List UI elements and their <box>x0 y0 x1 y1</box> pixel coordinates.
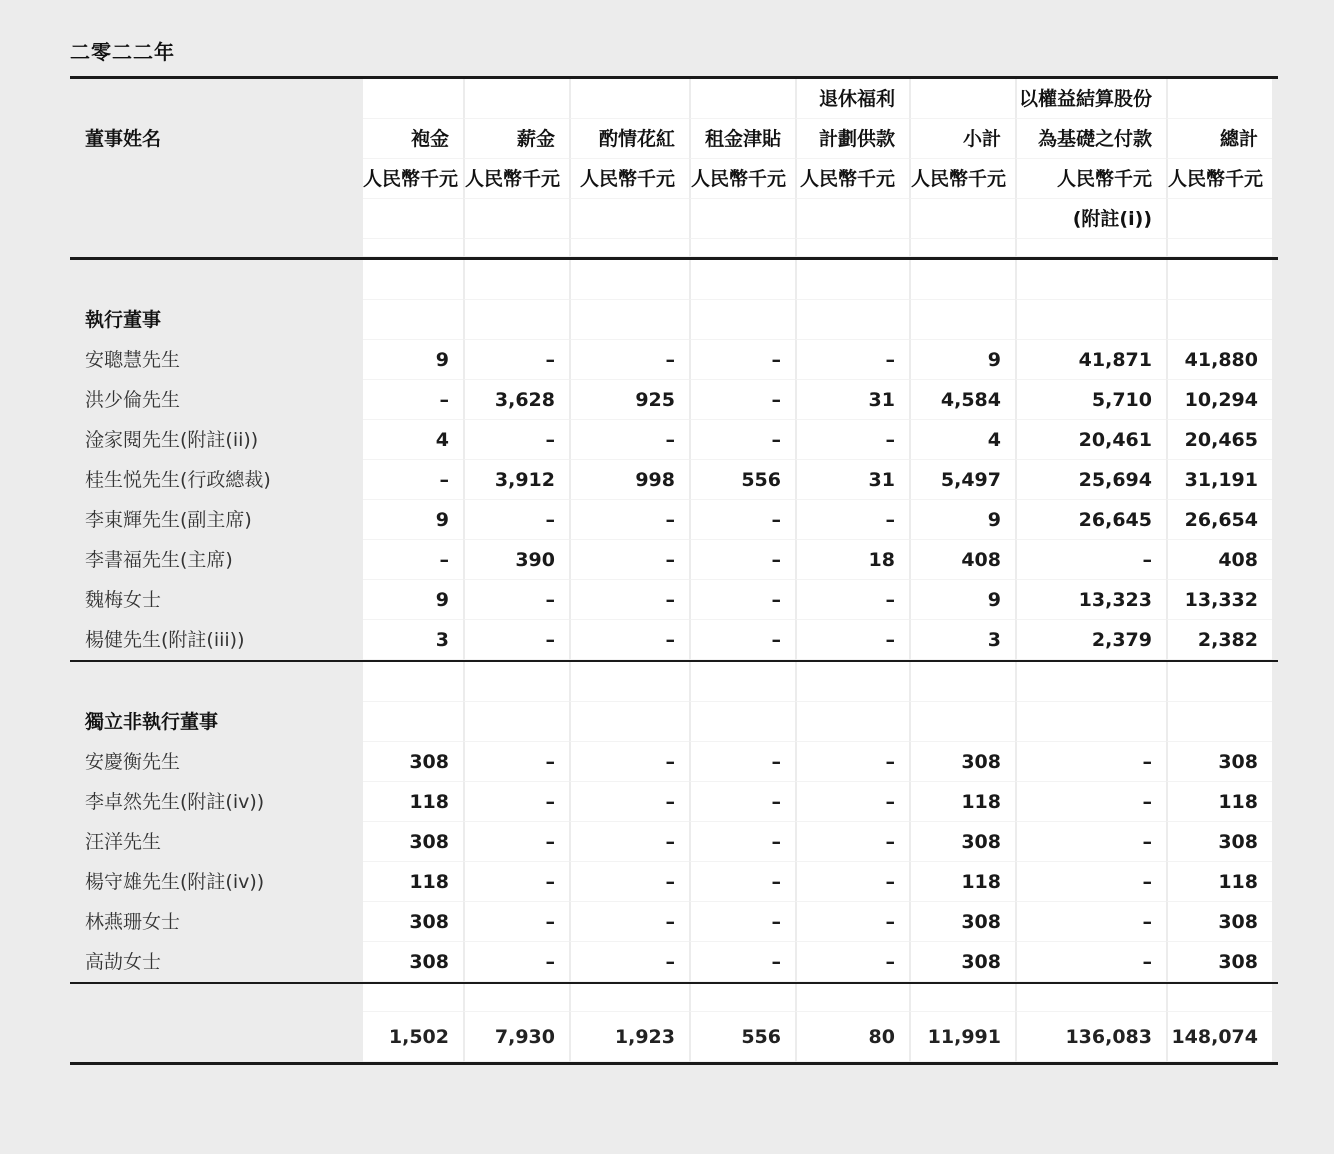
value-cell: – <box>363 380 463 420</box>
directors-emoluments-table <box>70 76 1278 1065</box>
value-cell: – <box>795 742 909 782</box>
section-heading-row <box>70 300 1278 340</box>
value-cell: 118 <box>363 782 463 822</box>
total-cell: 1,923 <box>569 1012 689 1062</box>
value-cell: 308 <box>1166 822 1272 862</box>
value-cell: 408 <box>1166 540 1272 580</box>
value-cell: – <box>463 862 569 902</box>
director-name: 李東輝先生(副主席) <box>70 500 363 540</box>
director-name: 楊守雄先生(附註(iv)) <box>70 862 363 902</box>
header-bottom-pad <box>70 239 1278 257</box>
value-cell: – <box>689 340 795 380</box>
value-cell: 390 <box>463 540 569 580</box>
value-cell: 9 <box>363 340 463 380</box>
header-cell <box>569 79 689 119</box>
total-cell: 136,083 <box>1015 1012 1166 1062</box>
table-row <box>70 420 1278 460</box>
value-cell: 4,584 <box>909 380 1015 420</box>
value-cell: 4 <box>909 420 1015 460</box>
table-row <box>70 580 1278 620</box>
director-name: 安慶衡先生 <box>70 742 363 782</box>
director-name: 洪少倫先生 <box>70 380 363 420</box>
value-cell: – <box>795 782 909 822</box>
section-spacer <box>70 662 1278 702</box>
value-cell: – <box>569 822 689 862</box>
value-cell: – <box>689 782 795 822</box>
section-title-executive: 執行董事 <box>70 300 363 340</box>
value-cell: – <box>689 620 795 660</box>
director-name: 李卓然先生(附註(iv)) <box>70 782 363 822</box>
value-cell: 13,332 <box>1166 580 1272 620</box>
value-cell: – <box>569 420 689 460</box>
totals-row <box>70 1012 1278 1062</box>
value-cell: 118 <box>909 782 1015 822</box>
header-row-2 <box>70 119 1278 159</box>
value-cell: 308 <box>1166 942 1272 982</box>
director-name: 魏梅女士 <box>70 580 363 620</box>
header-cell <box>363 79 463 119</box>
value-cell: 3,628 <box>463 380 569 420</box>
director-name: 林燕珊女士 <box>70 902 363 942</box>
section-title-independent: 獨立非執行董事 <box>70 702 363 742</box>
value-cell: – <box>795 580 909 620</box>
value-cell: 2,382 <box>1166 620 1272 660</box>
value-cell: 13,323 <box>1015 580 1166 620</box>
value-cell: 4 <box>363 420 463 460</box>
director-name: 楊健先生(附註(iii)) <box>70 620 363 660</box>
value-cell: 9 <box>363 580 463 620</box>
value-cell: 308 <box>363 902 463 942</box>
header-note: (附註(i)) <box>1015 199 1166 239</box>
header-note <box>795 199 909 239</box>
value-cell: – <box>689 862 795 902</box>
value-cell: 9 <box>909 340 1015 380</box>
header-unit: 人民幣千元 <box>795 159 909 199</box>
table-row <box>70 902 1278 942</box>
value-cell: 3,912 <box>463 460 569 500</box>
value-cell: – <box>463 340 569 380</box>
header-cell: 為基礎之付款 <box>1015 119 1166 159</box>
value-cell: – <box>463 742 569 782</box>
director-name: 淦家閱先生(附註(ii)) <box>70 420 363 460</box>
header-unit: 人民幣千元 <box>463 159 569 199</box>
value-cell: – <box>569 540 689 580</box>
value-cell: – <box>1015 822 1166 862</box>
director-name: 安聰慧先生 <box>70 340 363 380</box>
director-name: 汪洋先生 <box>70 822 363 862</box>
executive-directors-rows <box>70 340 1278 660</box>
header-note <box>363 199 463 239</box>
value-cell: – <box>569 580 689 620</box>
value-cell: 31 <box>795 460 909 500</box>
value-cell: 308 <box>909 742 1015 782</box>
value-cell: – <box>1015 540 1166 580</box>
value-cell: – <box>569 620 689 660</box>
value-cell: 118 <box>1166 782 1272 822</box>
value-cell: – <box>689 500 795 540</box>
value-cell: 20,465 <box>1166 420 1272 460</box>
section-heading-row <box>70 702 1278 742</box>
value-cell: – <box>569 902 689 942</box>
value-cell: – <box>689 580 795 620</box>
header-note <box>463 199 569 239</box>
value-cell: 20,461 <box>1015 420 1166 460</box>
value-cell: 10,294 <box>1166 380 1272 420</box>
header-cell: 計劃供款 <box>795 119 909 159</box>
header-cell: 酌情花紅 <box>569 119 689 159</box>
header-name-spacer <box>70 79 363 119</box>
table-row <box>70 822 1278 862</box>
value-cell: – <box>463 580 569 620</box>
header-cell: 租金津貼 <box>689 119 795 159</box>
header-cell: 小計 <box>909 119 1015 159</box>
header-name-spacer <box>70 199 363 239</box>
value-cell: 9 <box>909 500 1015 540</box>
value-cell: – <box>569 340 689 380</box>
value-cell: – <box>795 902 909 942</box>
value-cell: – <box>1015 782 1166 822</box>
table-row <box>70 782 1278 822</box>
header-row-3 <box>70 159 1278 199</box>
total-cell: 11,991 <box>909 1012 1015 1062</box>
table-year-title: 二零二二年 <box>70 40 175 64</box>
header-director-name: 董事姓名 <box>70 119 363 159</box>
value-cell: 556 <box>689 460 795 500</box>
header-cell <box>1166 79 1272 119</box>
value-cell: 308 <box>363 742 463 782</box>
header-unit: 人民幣千元 <box>1166 159 1272 199</box>
value-cell: 308 <box>1166 742 1272 782</box>
value-cell: 925 <box>569 380 689 420</box>
value-cell: – <box>689 742 795 782</box>
value-cell: 118 <box>363 862 463 902</box>
header-cell <box>689 79 795 119</box>
value-cell: – <box>363 460 463 500</box>
value-cell: 3 <box>363 620 463 660</box>
value-cell: – <box>463 620 569 660</box>
table-row <box>70 540 1278 580</box>
header-note <box>689 199 795 239</box>
header-note <box>569 199 689 239</box>
value-cell: – <box>795 862 909 902</box>
value-cell: 9 <box>363 500 463 540</box>
value-cell: – <box>1015 862 1166 902</box>
value-cell: – <box>463 942 569 982</box>
total-cell: 556 <box>689 1012 795 1062</box>
value-cell: – <box>569 500 689 540</box>
value-cell: – <box>463 782 569 822</box>
header-unit: 人民幣千元 <box>909 159 1015 199</box>
value-cell: 308 <box>909 822 1015 862</box>
totals-spacer <box>70 984 1278 1012</box>
value-cell: – <box>463 902 569 942</box>
value-cell: – <box>569 942 689 982</box>
table-row <box>70 500 1278 540</box>
total-cell: 148,074 <box>1166 1012 1272 1062</box>
value-cell: – <box>689 380 795 420</box>
value-cell: 26,645 <box>1015 500 1166 540</box>
header-unit: 人民幣千元 <box>363 159 463 199</box>
value-cell: 2,379 <box>1015 620 1166 660</box>
value-cell: 41,871 <box>1015 340 1166 380</box>
header-unit: 人民幣千元 <box>569 159 689 199</box>
value-cell: – <box>1015 942 1166 982</box>
value-cell: 308 <box>1166 902 1272 942</box>
header-cell: 袍金 <box>363 119 463 159</box>
value-cell: – <box>795 822 909 862</box>
value-cell: – <box>689 420 795 460</box>
value-cell: 408 <box>909 540 1015 580</box>
value-cell: 308 <box>363 822 463 862</box>
director-name: 李書福先生(主席) <box>70 540 363 580</box>
value-cell: – <box>463 822 569 862</box>
value-cell: 3 <box>909 620 1015 660</box>
table-row <box>70 620 1278 660</box>
header-cell <box>463 79 569 119</box>
value-cell: 41,880 <box>1166 340 1272 380</box>
value-cell: 308 <box>363 942 463 982</box>
value-cell: 998 <box>569 460 689 500</box>
section-spacer <box>70 260 1278 300</box>
header-cell: 退休福利 <box>795 79 909 119</box>
header-row-1 <box>70 79 1278 119</box>
header-cell: 以權益結算股份 <box>1015 79 1166 119</box>
value-cell: – <box>569 862 689 902</box>
table-row <box>70 942 1278 982</box>
header-note <box>1166 199 1272 239</box>
table-row <box>70 340 1278 380</box>
header-unit: 人民幣千元 <box>1015 159 1166 199</box>
value-cell: – <box>1015 742 1166 782</box>
value-cell: 308 <box>909 902 1015 942</box>
value-cell: – <box>363 540 463 580</box>
independent-directors-rows <box>70 742 1278 982</box>
value-cell: – <box>795 420 909 460</box>
header-note <box>909 199 1015 239</box>
director-name: 高劼女士 <box>70 942 363 982</box>
value-cell: 118 <box>909 862 1015 902</box>
value-cell: – <box>795 942 909 982</box>
value-cell: – <box>689 902 795 942</box>
value-cell: 308 <box>909 942 1015 982</box>
value-cell: 26,654 <box>1166 500 1272 540</box>
value-cell: – <box>1015 902 1166 942</box>
value-cell: 31 <box>795 380 909 420</box>
value-cell: – <box>463 500 569 540</box>
value-cell: – <box>795 500 909 540</box>
value-cell: – <box>795 340 909 380</box>
value-cell: – <box>689 822 795 862</box>
header-unit: 人民幣千元 <box>689 159 795 199</box>
value-cell: – <box>689 540 795 580</box>
header-cell <box>909 79 1015 119</box>
value-cell: 5,497 <box>909 460 1015 500</box>
table-row <box>70 862 1278 902</box>
totals-label <box>70 1012 363 1062</box>
value-cell: – <box>569 782 689 822</box>
header-name-spacer <box>70 159 363 199</box>
value-cell: 5,710 <box>1015 380 1166 420</box>
value-cell: 9 <box>909 580 1015 620</box>
value-cell: 31,191 <box>1166 460 1272 500</box>
table-bottom-rule <box>70 1062 1278 1065</box>
value-cell: – <box>689 942 795 982</box>
value-cell: 118 <box>1166 862 1272 902</box>
header-cell: 總計 <box>1166 119 1272 159</box>
header-cell: 薪金 <box>463 119 569 159</box>
value-cell: – <box>463 420 569 460</box>
value-cell: – <box>795 620 909 660</box>
table-row <box>70 742 1278 782</box>
total-cell: 1,502 <box>363 1012 463 1062</box>
total-cell: 7,930 <box>463 1012 569 1062</box>
value-cell: 25,694 <box>1015 460 1166 500</box>
table-row <box>70 380 1278 420</box>
value-cell: 18 <box>795 540 909 580</box>
total-cell: 80 <box>795 1012 909 1062</box>
value-cell: – <box>569 742 689 782</box>
table-row <box>70 460 1278 500</box>
header-row-4 <box>70 199 1278 239</box>
director-name: 桂生悦先生(行政總裁) <box>70 460 363 500</box>
